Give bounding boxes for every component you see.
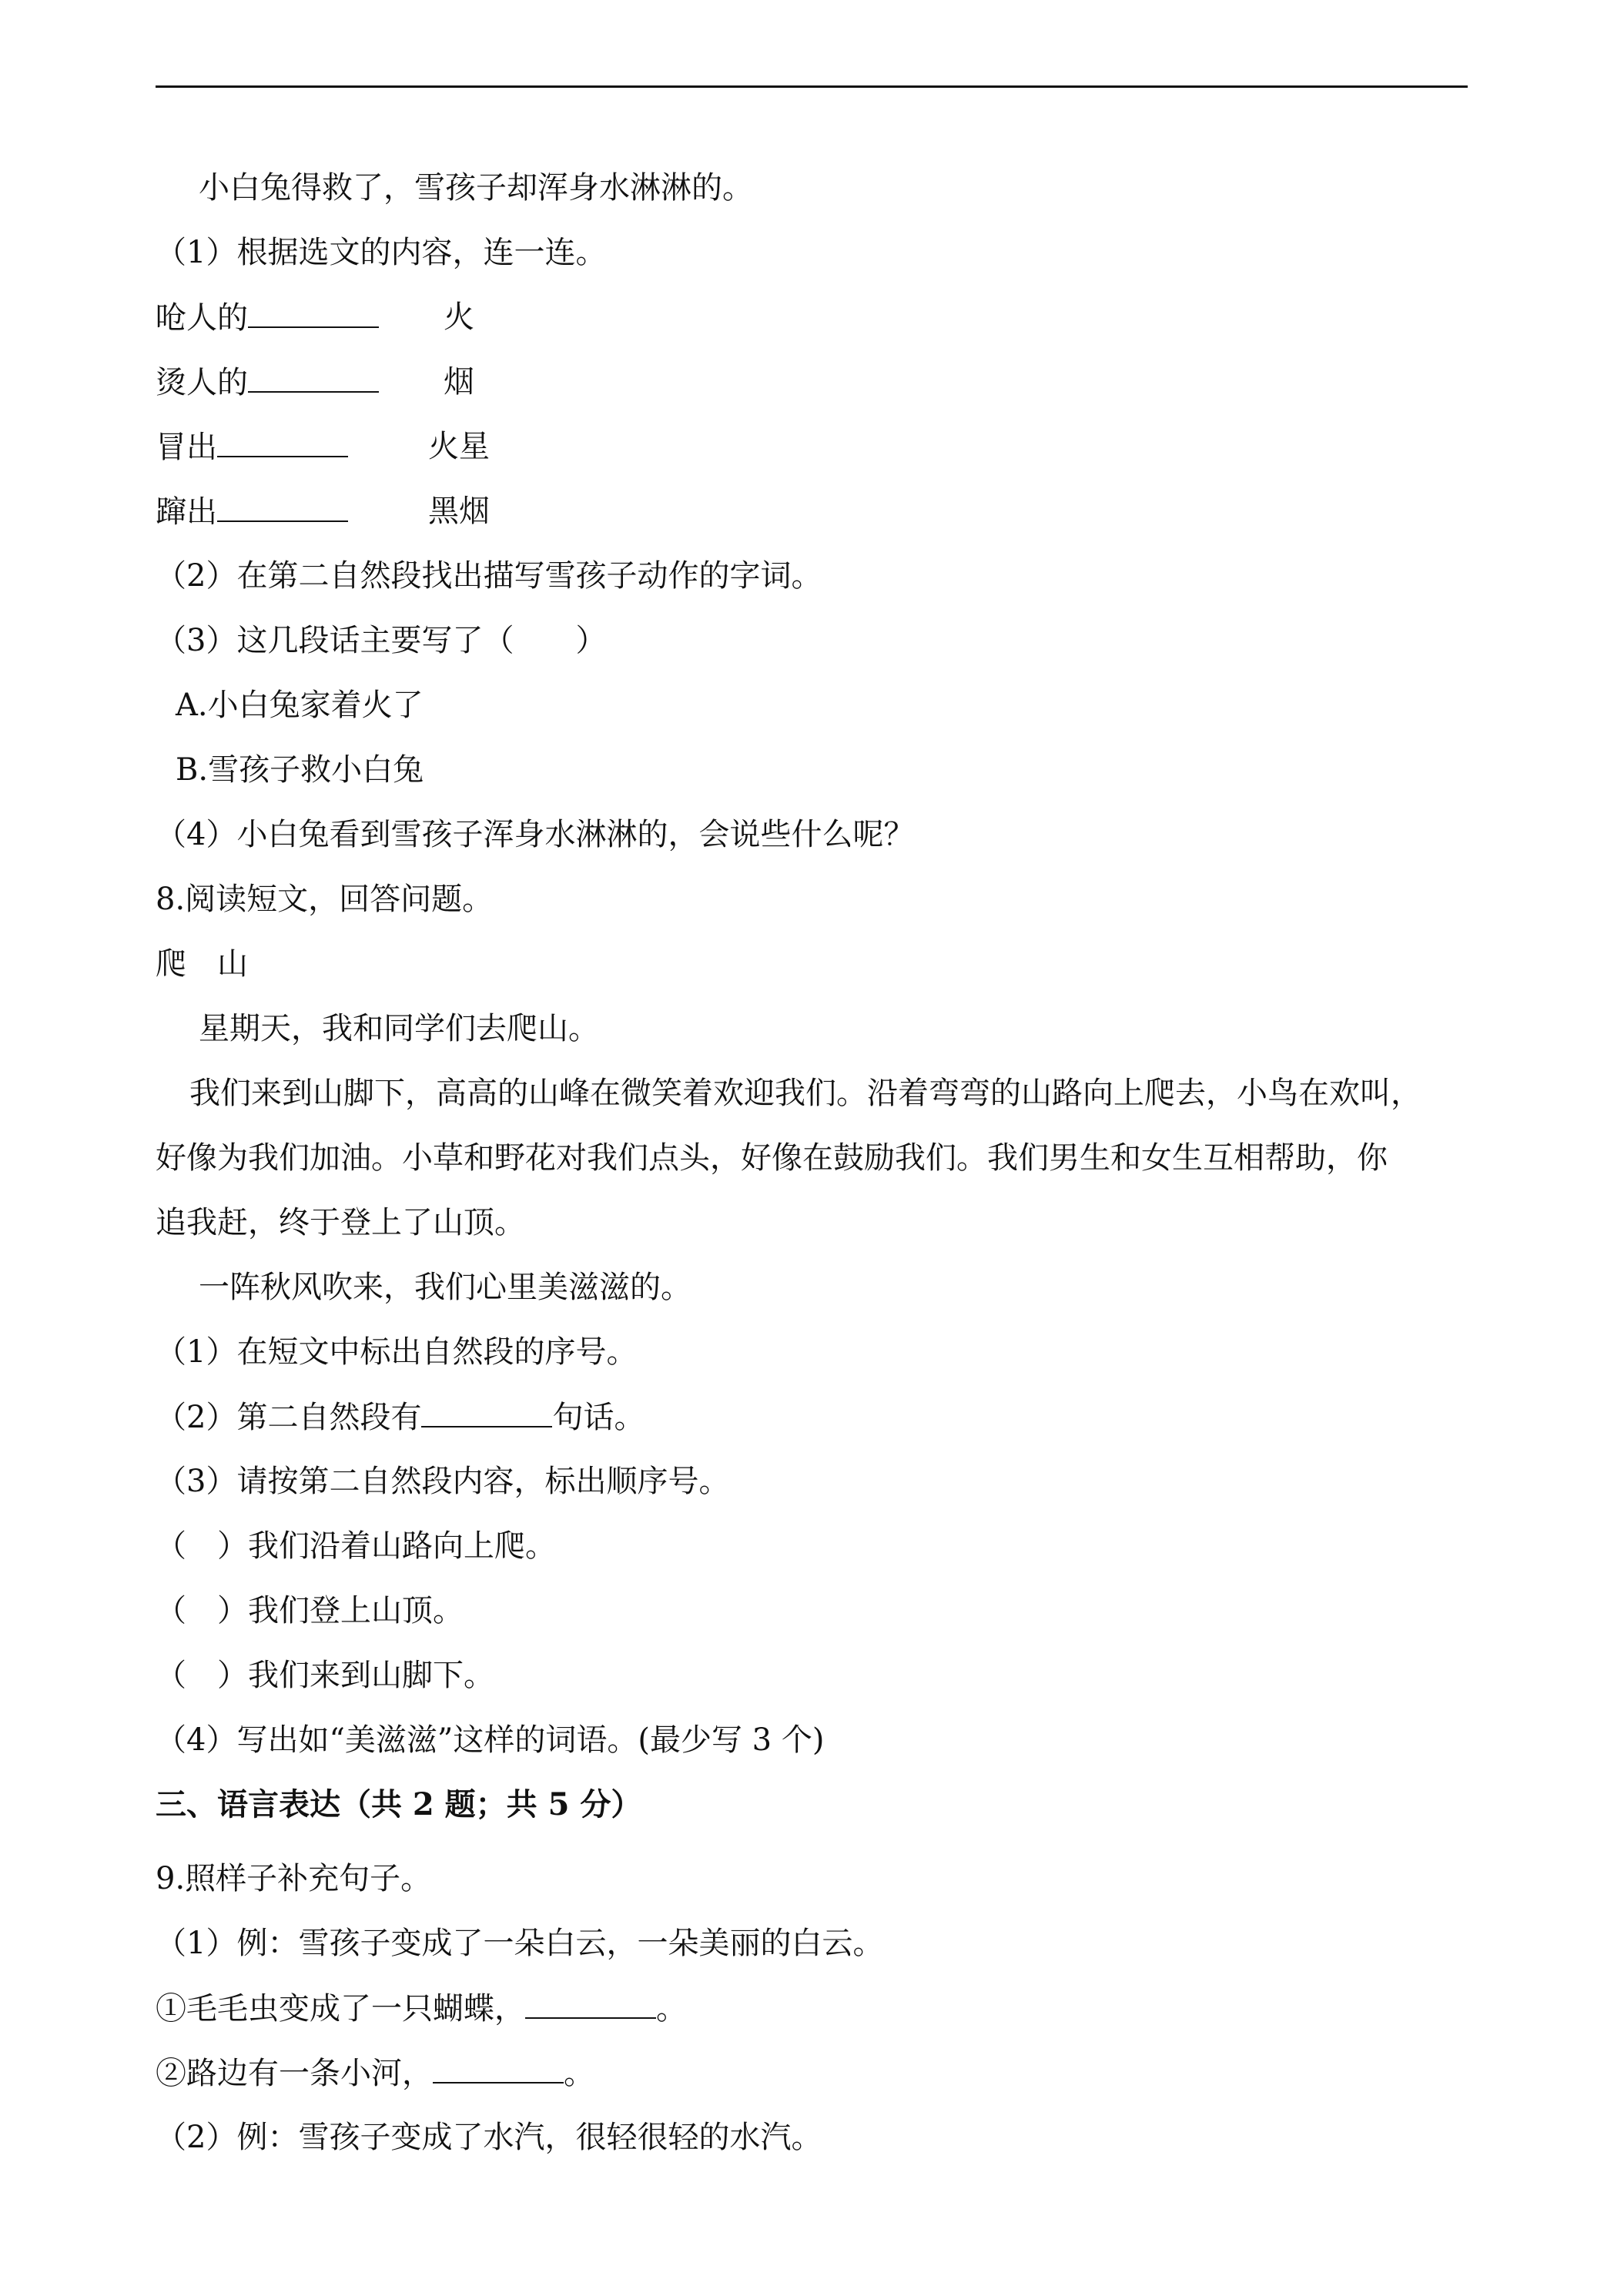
question-7-4: （4）小白兔看到雪孩子浑身水淋淋的，会说些什么呢？ xyxy=(156,817,915,852)
match-left-3: 冒出 xyxy=(156,425,348,469)
match-left-4: 蹿出 xyxy=(156,490,348,534)
answer-blank[interactable] xyxy=(248,296,379,328)
question-8-3: （3）请按第二自然段内容，标出顺序号。 xyxy=(156,1464,730,1499)
question-9-heading: 9.照样子补充句子。 xyxy=(156,1861,432,1896)
passage-paragraph-2-line-3: 追我赶，终于登上了山顶。 xyxy=(156,1205,525,1240)
match-left-1: 呛人的 xyxy=(156,296,379,340)
answer-blank[interactable] xyxy=(525,1986,656,2019)
answer-blank[interactable] xyxy=(217,425,348,457)
passage-paragraph-2-line-2: 好像为我们加油。小草和野花对我们点头，好像在鼓励我们。我们男生和女生互相帮助，你 xyxy=(156,1140,1388,1176)
option-a: A.小白兔家着火了 xyxy=(176,688,424,723)
question-7-1: （1）根据选文的内容，连一连。 xyxy=(156,235,607,270)
question-8-2: （2）第二自然段有 句话。 xyxy=(156,1395,645,1439)
question-9-1-example: （1）例：雪孩子变成了一朵白云，一朵美丽的白云。 xyxy=(156,1926,884,1961)
order-item-3: （ ）我们来到山脚下。 xyxy=(156,1658,494,1693)
passage-title: 爬 山 xyxy=(156,946,248,982)
match-right-4: 黑烟 xyxy=(428,494,490,529)
passage-paragraph-2-line-1: 我们来到山脚下，高高的山峰在微笑着欢迎我们。沿着弯弯的山路向上爬去，小鸟在欢叫， xyxy=(189,1076,1421,1111)
question-7-2: （2）在第二自然段找出描写雪孩子动作的字词。 xyxy=(156,558,822,594)
question-9-2-example: （2）例：雪孩子变成了水汽，很轻很轻的水汽。 xyxy=(156,2120,822,2155)
order-item-2: （ ）我们登上山顶。 xyxy=(156,1593,464,1628)
passage-paragraph-3: 一阵秋风吹来，我们心里美滋滋的。 xyxy=(199,1270,691,1305)
question-8-heading: 8.阅读短文，回答问题。 xyxy=(156,882,494,917)
question-8-4: （4）写出如“美滋滋”这样的词语。(最少写 3 个) xyxy=(156,1722,825,1758)
order-item-1: （ ）我们沿着山路向上爬。 xyxy=(156,1528,556,1564)
match-left-2: 烫人的 xyxy=(156,360,379,404)
question-7-3: （3）这几段话主要写了（ ） xyxy=(156,623,607,658)
answer-blank[interactable] xyxy=(248,360,379,393)
passage-paragraph-1: 星期天，我和同学们去爬山。 xyxy=(199,1011,599,1046)
option-b: B.雪孩子救小白兔 xyxy=(176,752,424,788)
answer-blank[interactable] xyxy=(421,1395,552,1427)
question-9-1-item-2: ②路边有一条小河， 。 xyxy=(156,2051,594,2095)
answer-blank[interactable] xyxy=(217,490,348,522)
passage-line: 小白兔得救了，雪孩子却浑身水淋淋的。 xyxy=(199,170,753,206)
question-8-1: （1）在短文中标出自然段的序号。 xyxy=(156,1334,638,1370)
match-right-3: 火星 xyxy=(428,429,490,464)
section-heading: 三、语言表达（共 2 题；共 5 分） xyxy=(156,1786,642,1822)
match-right-1: 火 xyxy=(444,300,474,335)
question-9-1-item-1: ①毛毛虫变成了一只蝴蝶， 。 xyxy=(156,1986,687,2030)
header-rule xyxy=(156,85,1468,88)
answer-blank[interactable] xyxy=(433,2051,564,2083)
match-right-2: 烟 xyxy=(444,364,474,400)
